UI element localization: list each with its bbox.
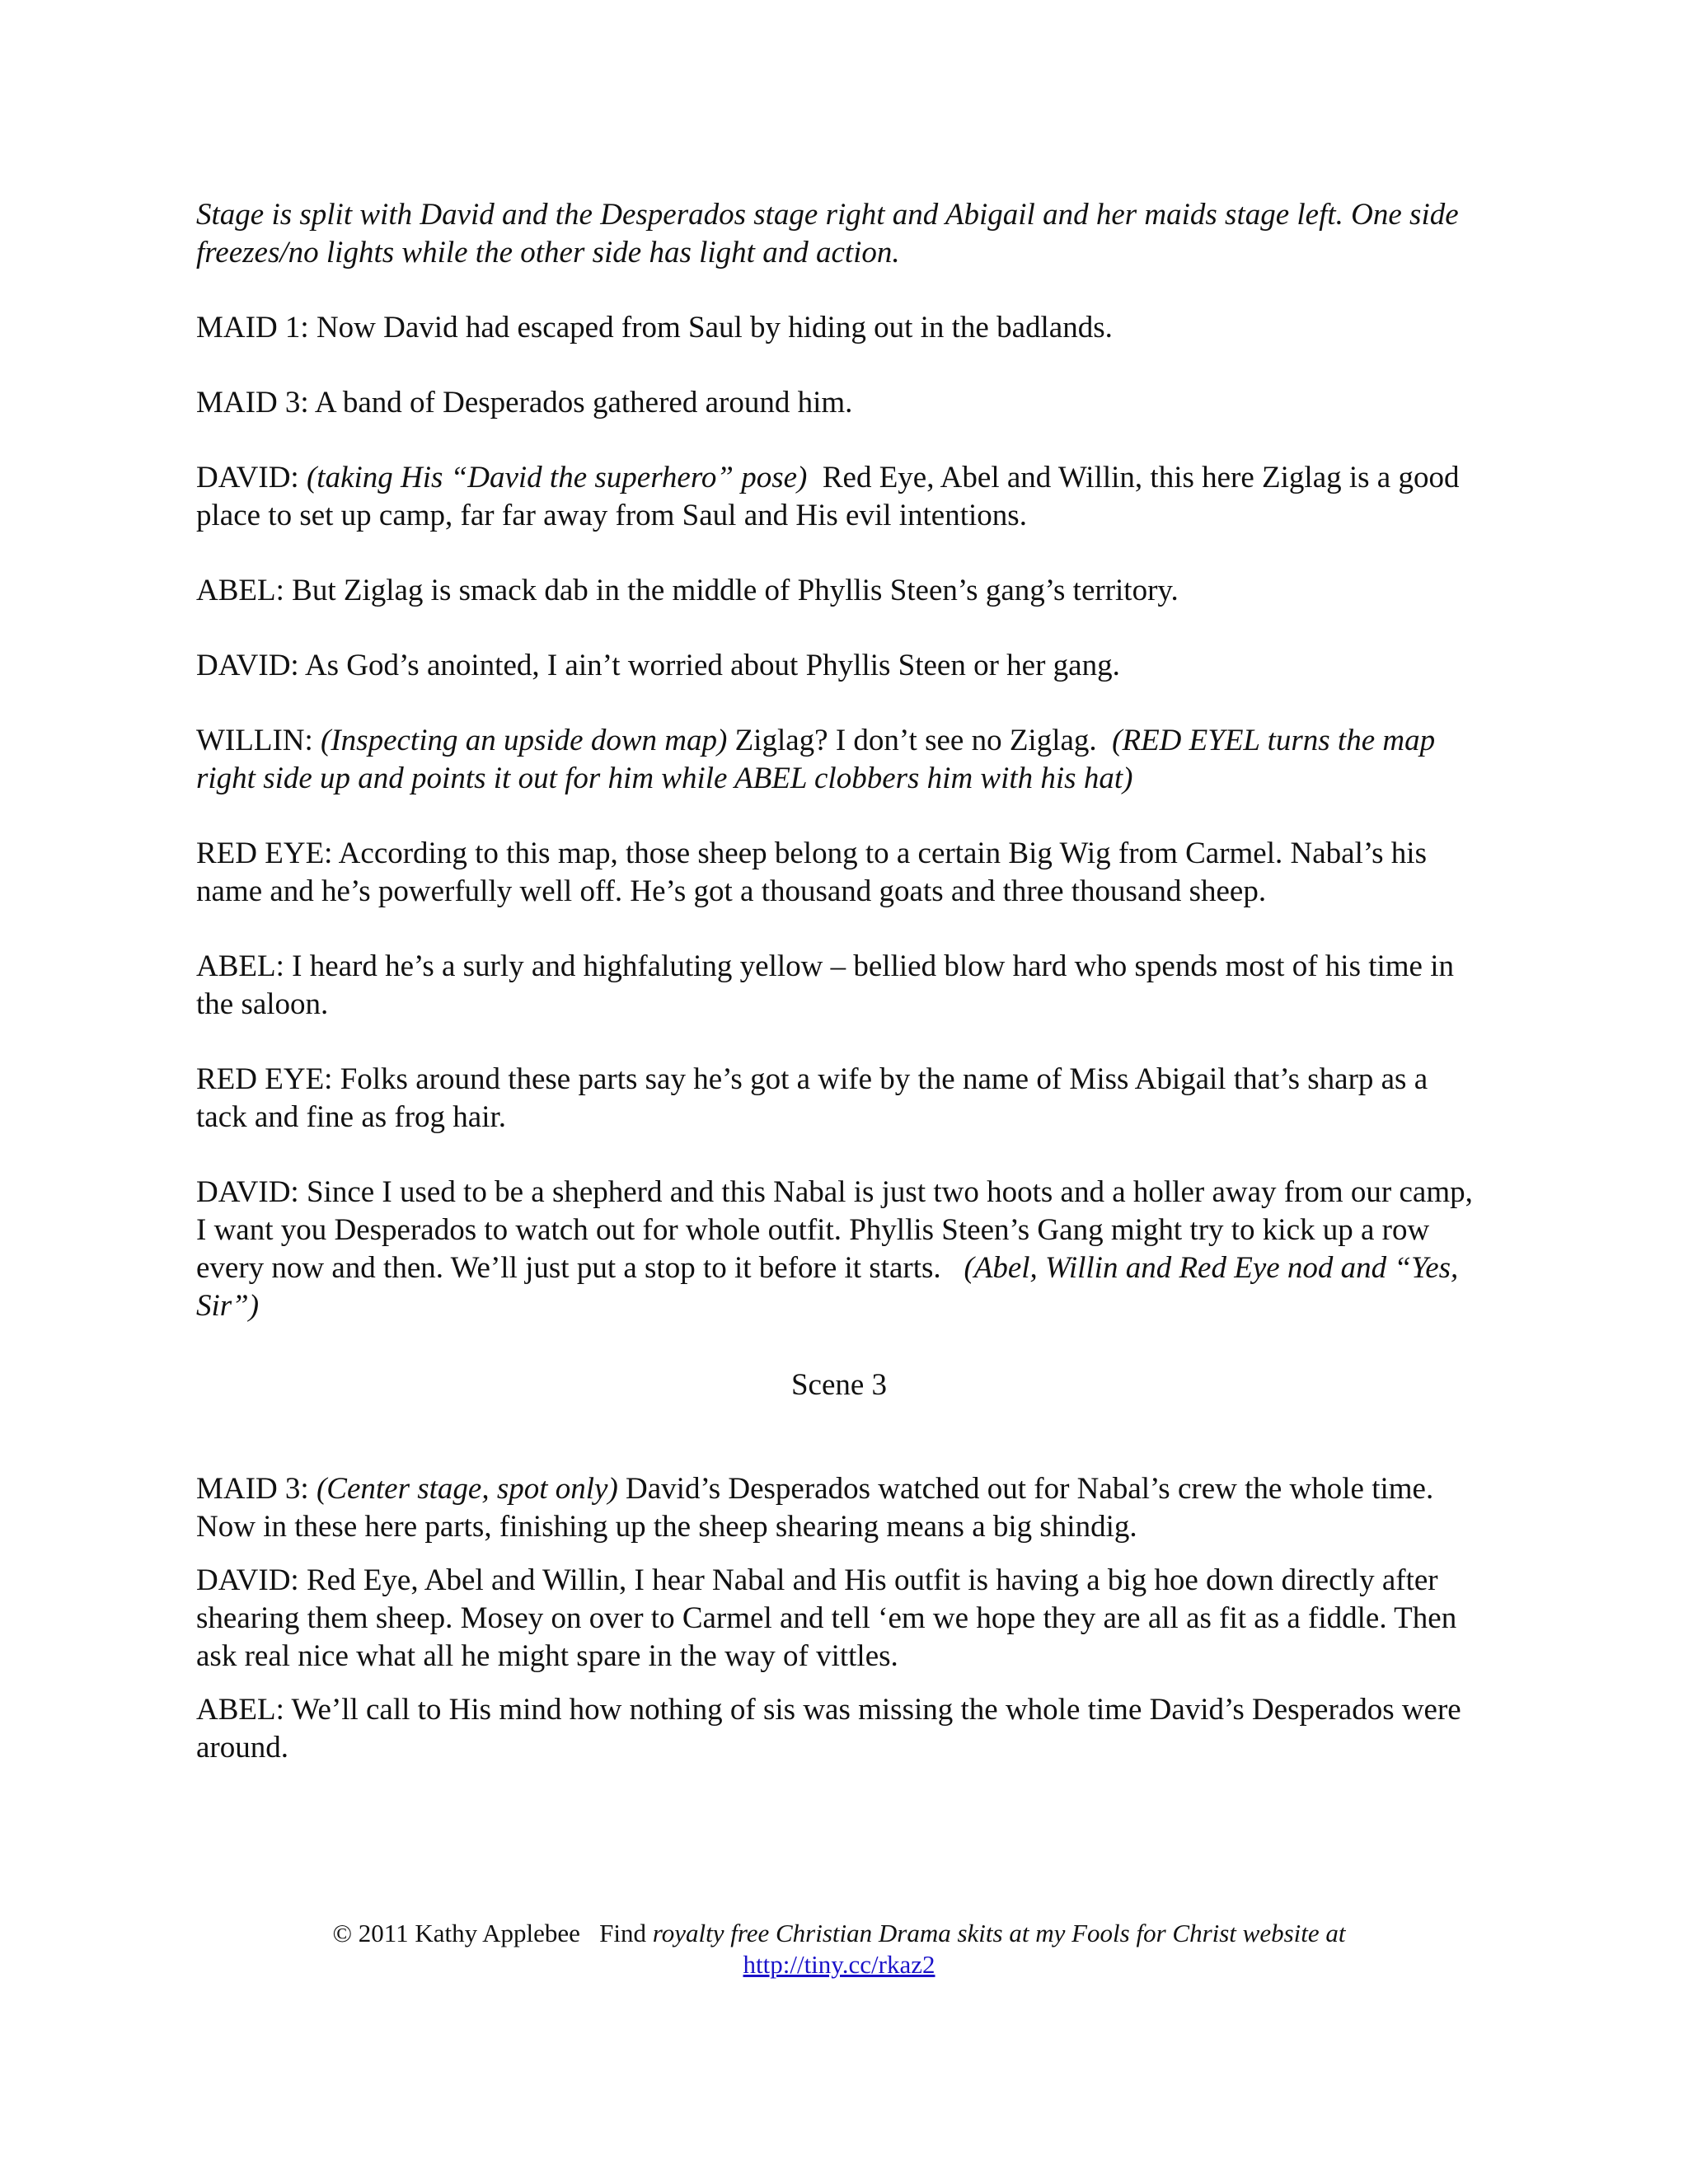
script-page <box>196 196 1482 1783</box>
footer-tagline: royalty free Christian Drama skits at my Fools for Christ website at <box>652 1919 1346 1947</box>
speaker: RED EYE: <box>196 837 333 870</box>
dialogue: I heard he’s a surly and highfaluting yellow – bellied blow hard who spends most of his time in the saloon. <box>196 949 1455 1021</box>
dialogue: A band of Desperados gathered around him. <box>314 386 853 419</box>
line-maid3 <box>196 384 1482 422</box>
dialogue: Folks around these parts say he’s got a wife by the name of Miss Abigail that’s sharp as a tack and fine as frog hair. <box>196 1062 1428 1134</box>
line-david-scene3 <box>196 1562 1482 1675</box>
speaker: DAVID: <box>196 1563 299 1597</box>
line-maid1 <box>196 309 1482 347</box>
line-maid3-scene3 <box>196 1470 1482 1546</box>
copyright: © 2011 Kathy Applebee Find <box>332 1919 653 1947</box>
direction: (Abel, Willin and Red Eye nod and “Yes, Sir”) <box>196 1251 1459 1323</box>
stage-direction: Stage is split with David and the Desperados stage right and Abigail and her maids stage left. One side freezes/no lights while the other side has light and action. <box>196 198 1459 269</box>
line-david-1 <box>196 459 1482 535</box>
speaker: WILLIN: <box>196 724 313 757</box>
scene-heading: Scene 3 <box>790 1368 888 1402</box>
website-link[interactable]: http://tiny.cc/rkaz2 <box>743 1950 935 1979</box>
dialogue: Red Eye, Abel and Willin, I hear Nabal and His outfit is having a big hoe down directly after shearing them sheep. Mosey on over to Carmel and tell ‘em we hope they are all as fit as a fiddle. Then ask real nice what all he might spare in the way of vittles. <box>196 1563 1457 1673</box>
speaker: MAID 3: <box>196 1472 309 1506</box>
line-david-3 <box>196 1174 1482 1325</box>
dialogue: David’s Desperados watched out for Nabal’s crew the whole time. Now in these here parts, finishing up the sheep shearing means a big shindig. <box>196 1472 1434 1544</box>
line-david-2 <box>196 647 1482 685</box>
line-abel-1 <box>196 572 1482 610</box>
line-red-eye-1 <box>196 835 1482 911</box>
speaker: ABEL: <box>196 949 284 983</box>
dialogue: According to this map, those sheep belong to a certain Big Wig from Carmel. Nabal’s his name and he’s powerfully well off. He’s got a thousand goats and three thousand sheep. <box>196 837 1427 908</box>
speaker: ABEL: <box>196 574 284 607</box>
direction: (taking His “David the superhero” pose) <box>306 461 808 494</box>
dialogue: Now David had escaped from Saul by hiding out in the badlands. <box>316 311 1113 344</box>
dialogue: Red Eye, Abel and Willin, this here Ziglag is a good place to set up camp, far far away from Saul and His evil intentions. <box>196 461 1460 532</box>
speaker: DAVID: <box>196 649 299 682</box>
footer-credit <box>196 1918 1482 1949</box>
line-abel-2 <box>196 948 1482 1024</box>
dialogue: Since I used to be a shepherd and this Nabal is just two hoots and a holler away from our camp, I want you Desperados to watch out for whole outfit. Phyllis Steen’s Gang might try to kick up a row every now and then. We’ll just put a stop to it before it starts. <box>196 1175 1473 1285</box>
line-abel-scene3 <box>196 1691 1482 1767</box>
speaker: ABEL: <box>196 1693 284 1727</box>
speaker: MAID 3: <box>196 386 309 419</box>
direction: (RED EYEL turns the map right side up and points it out for him while ABEL clobbers him with his hat) <box>196 724 1436 795</box>
speaker: DAVID: <box>196 461 299 494</box>
speaker: MAID 1: <box>196 311 309 344</box>
footer <box>196 1918 1482 1980</box>
speaker: RED EYE: <box>196 1062 333 1096</box>
dialogue: We’ll call to His mind how nothing of sis was missing the whole time David’s Desperados were around. <box>196 1693 1461 1765</box>
direction: (Inspecting an upside down map) <box>321 724 728 757</box>
line-willin <box>196 722 1482 798</box>
speaker: DAVID: <box>196 1175 299 1209</box>
dialogue: Ziglag? I don’t see no Ziglag. <box>734 724 1097 757</box>
line-red-eye-2 <box>196 1061 1482 1137</box>
dialogue: But Ziglag is smack dab in the middle of Phyllis Steen’s gang’s territory. <box>292 574 1179 607</box>
dialogue: As God’s anointed, I ain’t worried about Phyllis Steen or her gang. <box>304 649 1120 682</box>
direction: (Center stage, spot only) <box>316 1472 618 1506</box>
